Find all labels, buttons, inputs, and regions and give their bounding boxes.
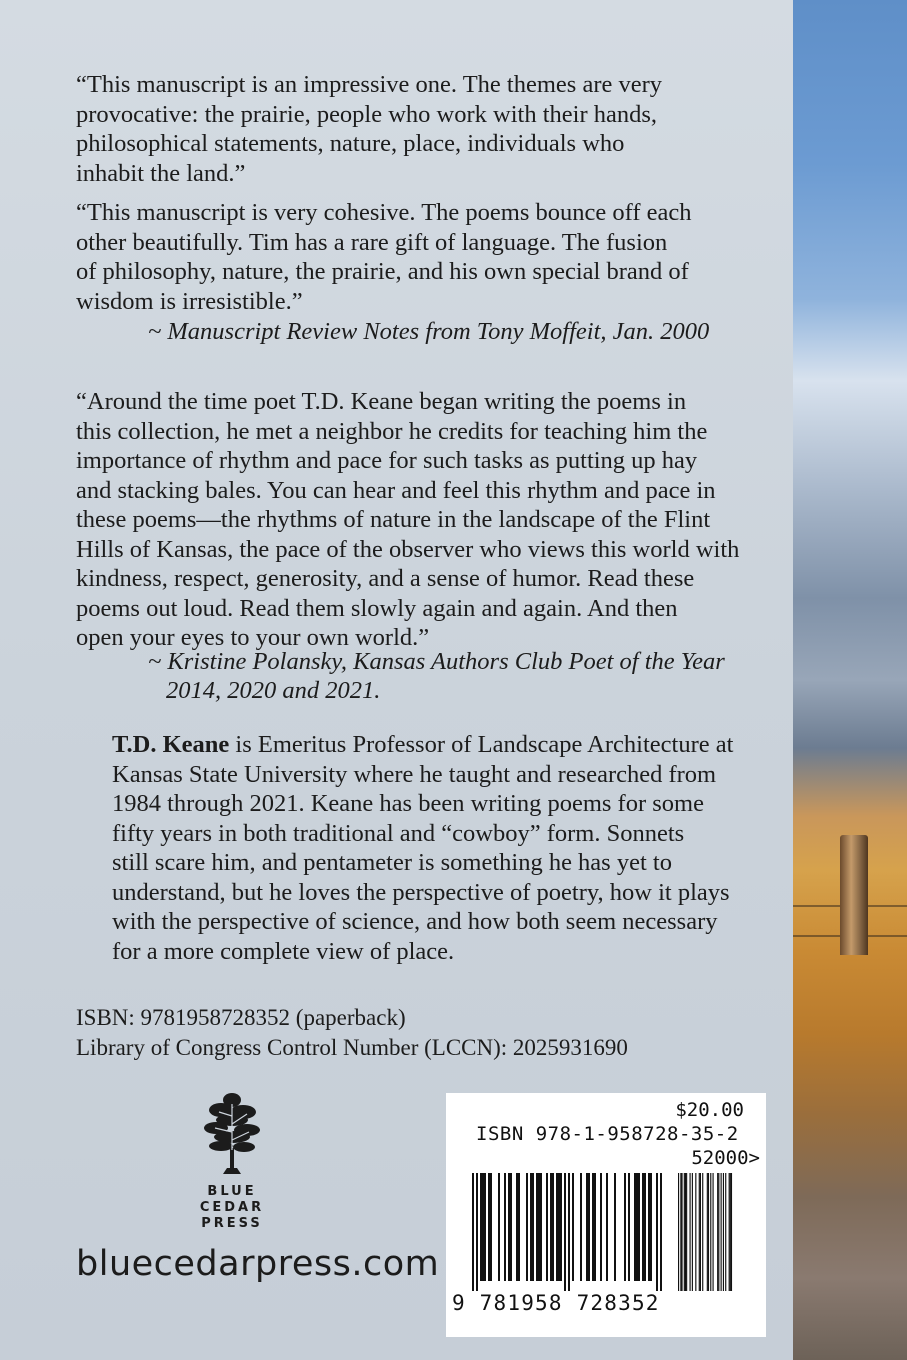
barcode-addon-bar bbox=[692, 1173, 693, 1291]
text-line: is Emeritus Professor of Landscape Architecture at bbox=[229, 731, 734, 758]
barcode-bar bbox=[572, 1173, 574, 1281]
barcode-bar bbox=[644, 1173, 646, 1281]
text-line: for a more complete view of place. bbox=[112, 937, 455, 965]
cedar-tree-icon bbox=[201, 1090, 263, 1182]
barcode-addon-bar bbox=[731, 1173, 732, 1291]
text-line: of philosophy, nature, the prairie, and his own special brand of bbox=[76, 258, 689, 285]
publisher-logo-text bbox=[192, 1184, 272, 1232]
barcode-digits: 9 781958 728352 bbox=[452, 1291, 660, 1315]
barcode-bar bbox=[556, 1173, 558, 1281]
publisher-logo bbox=[192, 1090, 272, 1232]
author-name: T.D. Keane bbox=[112, 731, 230, 758]
barcode-bar bbox=[592, 1173, 594, 1281]
barcode-bar bbox=[546, 1173, 548, 1281]
barcode-bar bbox=[526, 1173, 528, 1281]
barcode-bar bbox=[634, 1173, 636, 1281]
barcode-bar bbox=[518, 1173, 520, 1281]
publication-info bbox=[76, 1003, 628, 1063]
barcode-bar bbox=[532, 1173, 534, 1281]
barcode-bar bbox=[564, 1173, 566, 1291]
text-line: 1984 through 2021. Keane has been writing poems for some bbox=[112, 790, 704, 817]
barcode-bar bbox=[614, 1173, 616, 1281]
review-quote-2-attribution-line-1: ~ Kristine Polansky, Kansas Authors Club Poet of the Year bbox=[148, 648, 725, 675]
barcode-bar bbox=[628, 1173, 630, 1281]
isbn-line: ISBN: 9781958728352 (paperback) bbox=[76, 1005, 406, 1030]
barcode-bar bbox=[516, 1173, 518, 1281]
logo-line: CEDAR bbox=[199, 1200, 265, 1215]
barcode-bar bbox=[498, 1173, 500, 1281]
review-quote-1-paragraph-1 bbox=[76, 70, 662, 188]
barcode-bar bbox=[606, 1173, 608, 1281]
barcode-bar bbox=[480, 1173, 482, 1281]
text-line: philosophical statements, nature, place, individuals who bbox=[76, 130, 625, 157]
barcode-addon-bar bbox=[730, 1173, 731, 1291]
barcode-bar bbox=[550, 1173, 552, 1281]
text-line: kindness, respect, generosity, and a sense of humor. Read these bbox=[76, 565, 695, 592]
barcode-addon-bar bbox=[686, 1173, 687, 1291]
barcode-bar bbox=[530, 1173, 532, 1281]
barcode-addon-bar bbox=[708, 1173, 709, 1291]
review-quote-1-attribution: ~ Manuscript Review Notes from Tony Moffeit, Jan. 2000 bbox=[148, 318, 710, 345]
barcode-addon-bar bbox=[721, 1173, 722, 1291]
barcode-bar bbox=[472, 1173, 474, 1291]
text-line: inhabit the land.” bbox=[76, 159, 246, 187]
review-quote-2 bbox=[76, 387, 739, 653]
text-line: with the perspective of science, and how both seem necessary bbox=[112, 908, 718, 935]
text-line: Kansas State University where he taught and researched from bbox=[112, 760, 717, 788]
barcode-addon-bar bbox=[695, 1173, 696, 1291]
barcode-addon-bar bbox=[678, 1173, 679, 1291]
text-line: other beautifully. Tim has a rare gift of language. The fusion bbox=[76, 228, 668, 256]
barcode-addon-bar bbox=[681, 1173, 682, 1291]
barcode-bar bbox=[650, 1173, 652, 1281]
barcode-bar bbox=[568, 1173, 570, 1291]
barcode-addon-bar bbox=[707, 1173, 708, 1291]
barcode-bar bbox=[638, 1173, 640, 1281]
barcode-addon-bar bbox=[680, 1173, 681, 1291]
barcode-addon-bar bbox=[700, 1173, 701, 1291]
barcode-bar bbox=[636, 1173, 638, 1281]
barcode-addon-text: 52000> bbox=[691, 1147, 760, 1169]
barcode-bar bbox=[560, 1173, 562, 1281]
barcode-bar bbox=[580, 1173, 582, 1281]
logo-line: PRESS bbox=[201, 1216, 263, 1231]
barcode-bar bbox=[586, 1173, 588, 1281]
barcode-bar bbox=[538, 1173, 540, 1281]
text-line: poems out loud. Read them slowly again and again. And then bbox=[76, 594, 678, 622]
text-line: “This manuscript is very cohesive. The poems bounce off each bbox=[76, 199, 692, 226]
text-line: “This manuscript is an impressive one. The themes are very bbox=[76, 71, 663, 98]
review-quote-1-paragraph-2 bbox=[76, 198, 692, 316]
text-line: provocative: the prairie, people who work with their hands, bbox=[76, 100, 658, 128]
text-line: understand, but he loves the perspective of poetry, how it plays bbox=[112, 878, 730, 906]
barcode-addon-bar bbox=[713, 1173, 714, 1291]
barcode-addon-bar bbox=[717, 1173, 718, 1291]
barcode-bar bbox=[656, 1173, 658, 1291]
barcode-addon-bar bbox=[699, 1173, 700, 1291]
text-line: wisdom is irresistible.” bbox=[76, 287, 303, 315]
barcode-bar bbox=[510, 1173, 512, 1281]
text-line: these poems—the rhythms of nature in the landscape of the Flint bbox=[76, 506, 711, 533]
barcode-bar bbox=[642, 1173, 644, 1281]
barcode-bar bbox=[552, 1173, 554, 1281]
barcode-addon-bar bbox=[725, 1173, 726, 1291]
text-line: Hills of Kansas, the pace of the observer who views this world with bbox=[76, 535, 740, 563]
barcode-bar bbox=[490, 1173, 492, 1281]
barcode-bar bbox=[476, 1173, 478, 1291]
barcode-bar bbox=[588, 1173, 590, 1281]
barcode-bar bbox=[558, 1173, 560, 1281]
text-line: still scare him, and pentameter is something he has yet to bbox=[112, 849, 672, 876]
barcode-addon-bar bbox=[702, 1173, 703, 1291]
text-line: and stacking bales. You can hear and feel this rhythm and pace in bbox=[76, 476, 716, 504]
barcode-isbn-text: ISBN 978-1-958728-35-2 bbox=[476, 1123, 739, 1145]
author-bio bbox=[112, 730, 733, 966]
barcode-bar bbox=[504, 1173, 506, 1281]
text-line: open your eyes to your own world.” bbox=[76, 624, 430, 651]
lccn-line: Library of Congress Control Number (LCCN): 2025931690 bbox=[76, 1035, 628, 1060]
text-line: fifty years in both traditional and “cowboy” form. Sonnets bbox=[112, 819, 685, 847]
barcode-bar bbox=[594, 1173, 596, 1281]
barcode-bar bbox=[488, 1173, 490, 1281]
barcode-addon-bar bbox=[685, 1173, 686, 1291]
fence-post bbox=[840, 835, 868, 955]
barcode-addon-bar bbox=[729, 1173, 730, 1291]
barcode-bar bbox=[482, 1173, 484, 1281]
barcode-bar bbox=[484, 1173, 486, 1281]
price-label: $20.00 bbox=[675, 1099, 744, 1121]
barcode-bar bbox=[600, 1173, 602, 1281]
prairie-photo-strip bbox=[793, 0, 907, 1360]
bio-first-line bbox=[112, 730, 733, 760]
barcode-addon-bar bbox=[690, 1173, 691, 1291]
text-line: “Around the time poet T.D. Keane began writing the poems in bbox=[76, 388, 687, 415]
barcode-bar bbox=[540, 1173, 542, 1281]
barcode-bar bbox=[624, 1173, 626, 1281]
review-quote-2-attribution-line-2: 2014, 2020 and 2021. bbox=[166, 677, 381, 704]
barcode-addon-bar bbox=[723, 1173, 724, 1291]
barcode-bar bbox=[660, 1173, 662, 1291]
text-line: this collection, he met a neighbor he credits for teaching him the bbox=[76, 417, 708, 445]
barcode-addon-bar bbox=[710, 1173, 711, 1291]
barcode-panel bbox=[446, 1093, 766, 1337]
barcode-bar bbox=[508, 1173, 510, 1281]
publisher-website[interactable]: bluecedarpress.com bbox=[76, 1244, 440, 1284]
barcode-bar bbox=[648, 1173, 650, 1281]
barcode-bar bbox=[536, 1173, 538, 1281]
barcode-addon-bar bbox=[684, 1173, 685, 1291]
logo-line: BLUE bbox=[207, 1184, 257, 1199]
text-line: importance of rhythm and pace for such tasks as putting up hay bbox=[76, 447, 698, 474]
barcode-icon bbox=[460, 1173, 760, 1291]
barcode-addon-bar bbox=[718, 1173, 719, 1291]
